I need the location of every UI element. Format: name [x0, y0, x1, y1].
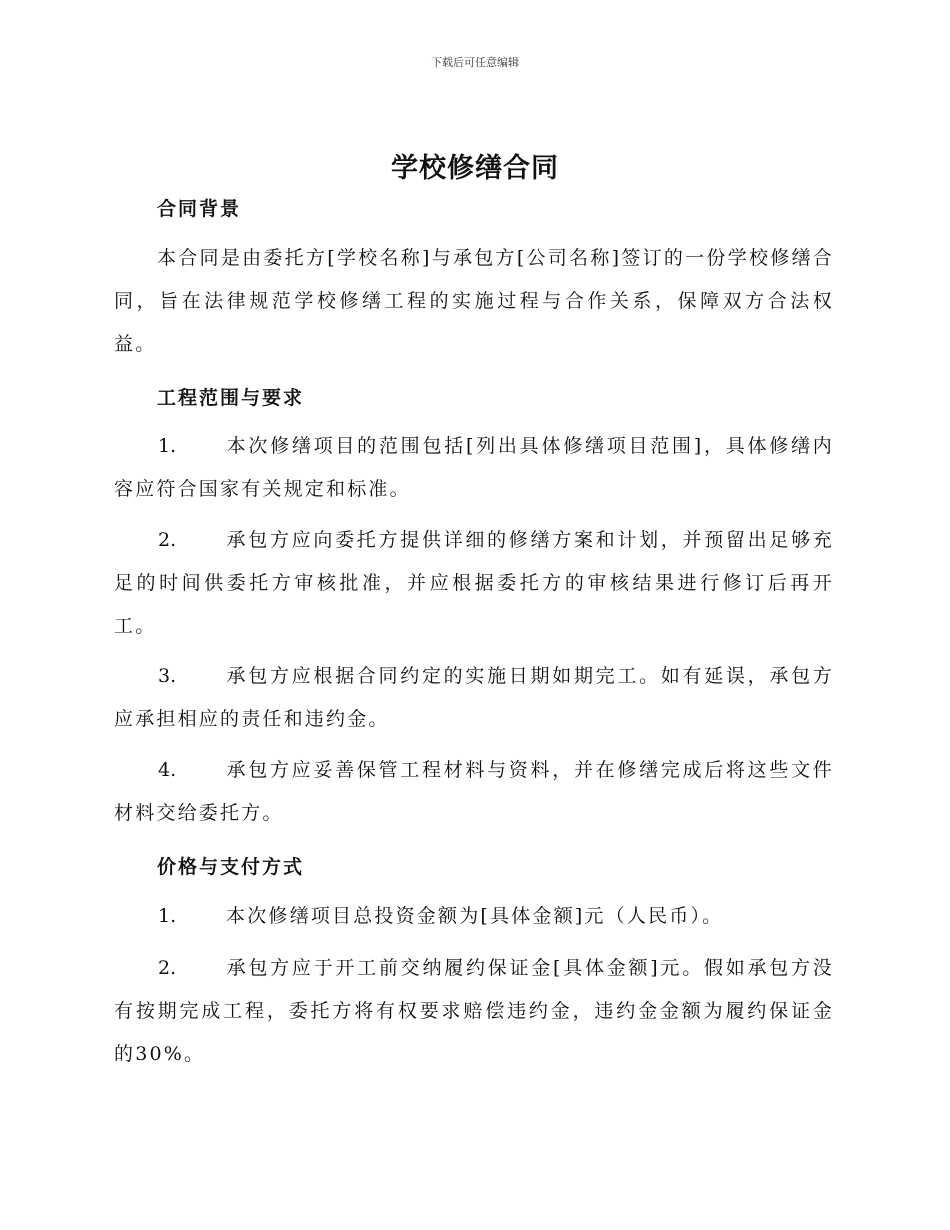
list-item-text: 承包方应根据合同约定的实施日期如期完工。如有延误，承包方应承担相应的责任和违约金。	[114, 665, 834, 730]
list-item-number: 2.	[158, 957, 177, 979]
list-item	[114, 749, 834, 835]
list-item	[114, 519, 834, 648]
list-item-text: 承包方应向委托方提供详细的修缮方案和计划，并预留出足够充足的时间供委托方审核批准，并应根据委托方的审核结果进行修订后再开工。	[114, 529, 834, 637]
list-item	[114, 425, 834, 511]
list-item-text: 承包方应于开工前交纳履约保证金[具体金额]元。假如承包方没有按期完成工程，委托方将有权要求赔偿违约金，违约金金额为履约保证金的30%。	[114, 957, 834, 1065]
list-item-number: 2.	[158, 529, 177, 551]
list-item-text: 承包方应妥善保管工程材料与资料，并在修缮完成后将这些文件材料交给委托方。	[114, 759, 834, 824]
section-heading-payment: 价格与支付方式	[157, 856, 305, 878]
section-heading-background: 合同背景	[157, 198, 242, 220]
list-item-number: 1.	[158, 435, 177, 457]
document-title: 学校修缮合同	[391, 153, 559, 184]
list-item	[114, 655, 834, 741]
list-item	[114, 947, 834, 1076]
list-item-text: 本次修缮项目的范围包括[列出具体修缮项目范围]，具体修缮内容应符合国家有关规定和标准。	[114, 435, 834, 500]
section-heading-scope: 工程范围与要求	[157, 387, 305, 409]
page-header-note: 下载后可任意编辑	[431, 56, 519, 69]
list-item-number: 1.	[158, 905, 177, 927]
section-paragraph-background: 本合同是由委托方[学校名称]与承包方[公司名称]签订的一份学校修缮合同，旨在法律规范学校修缮工程的实施过程与合作关系，保障双方合法权益。	[114, 247, 834, 355]
list-item-number: 3.	[158, 665, 177, 687]
list-item	[114, 895, 834, 938]
list-item-text: 本次修缮项目总投资金额为[具体金额]元（人民币）。	[226, 905, 724, 927]
list-item-number: 4.	[158, 759, 177, 781]
